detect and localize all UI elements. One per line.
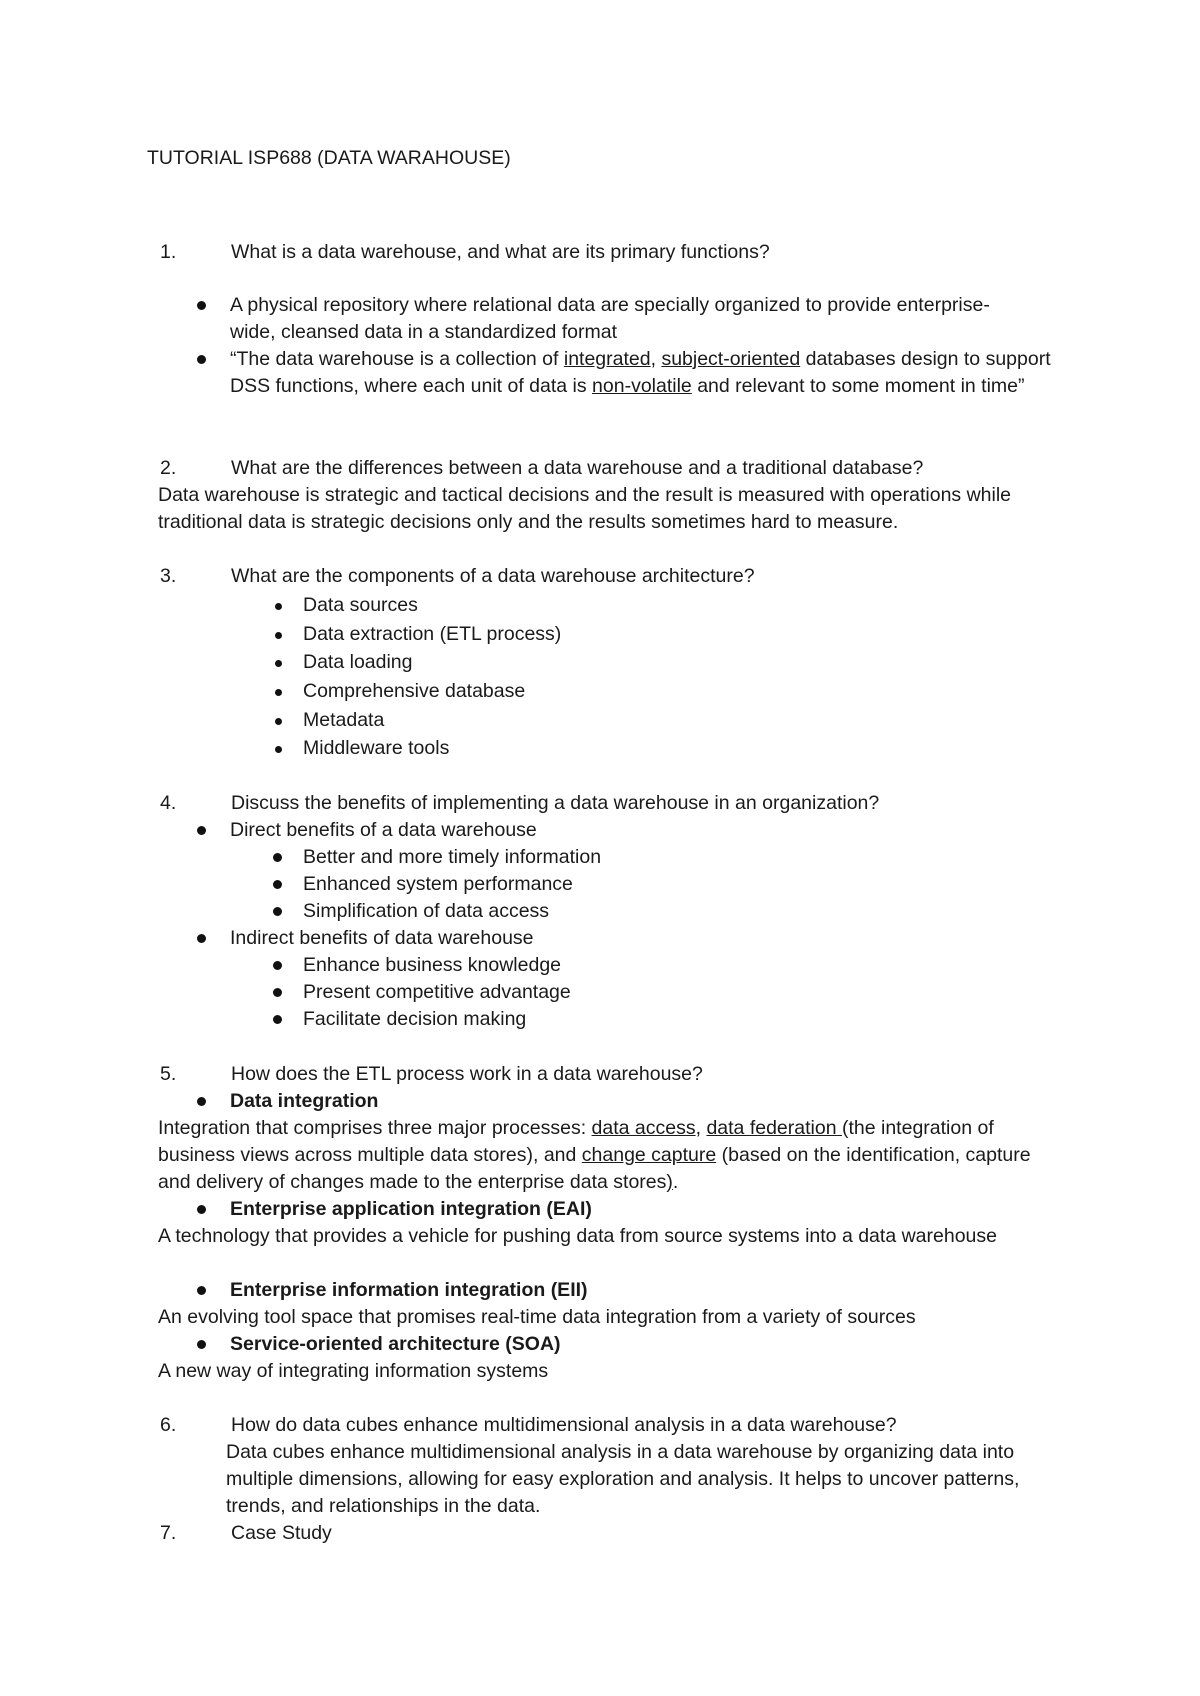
question-number: 5. xyxy=(160,1063,177,1085)
etl-heading-soa: Service-oriented architecture (SOA) xyxy=(230,1331,1060,1358)
question-number: 7. xyxy=(160,1522,177,1544)
etl-heading-eai: Enterprise application integration (EAI) xyxy=(230,1196,1060,1223)
question-text: Case Study xyxy=(231,1522,332,1544)
q6-answer: Data cubes enhance multidimensional analysis in a data warehouse by organizing data into multiple dimensions, allowing for easy exploration and analysis. It helps to uncover patterns, trends, and relationships in the data. xyxy=(226,1441,1020,1518)
etl-paragraph-eii: An evolving tool space that promises real-time data integration from a variety of sources xyxy=(158,1306,916,1328)
benefit-item: Present competitive advantage xyxy=(303,979,571,1006)
benefit-item: Simplification of data access xyxy=(303,898,549,925)
underlined-term: integrated xyxy=(563,348,651,370)
underlined-term: non-volatile xyxy=(592,375,692,398)
etl-heading-data-integration: Data integration xyxy=(230,1088,1060,1115)
component-item: Data sources xyxy=(303,592,418,619)
q2-answer: Data warehouse is strategic and tactical decisions and the result is measured with operations while traditional data is strategic decisions only and the results sometimes hard to measure. xyxy=(158,484,1012,534)
question-number: 3. xyxy=(160,565,177,587)
question-number: 4. xyxy=(160,792,177,814)
underlined-term: change capture xyxy=(581,1144,717,1167)
component-item: Data loading xyxy=(303,649,413,676)
component-item: Middleware tools xyxy=(303,735,449,762)
document-title: TUTORIAL ISP688 (DATA WARAHOUSE) xyxy=(147,147,511,169)
component-item: Metadata xyxy=(303,707,384,734)
benefit-item: Enhanced system performance xyxy=(303,871,573,898)
q1-bullet-2: “The data warehouse is a collection of integrated, subject-oriented databases design to support DSS functions, where each unit of data is non-volatile and relevant to some moment in time” xyxy=(230,346,1060,400)
question-text: What is a data warehouse, and what are its primary functions? xyxy=(231,241,770,263)
benefit-item: Enhance business knowledge xyxy=(303,952,561,979)
underlined-term: data federation xyxy=(706,1117,842,1139)
question-text: How do data cubes enhance multidimensional analysis in a data warehouse? xyxy=(231,1414,897,1436)
question-text: What are the components of a data warehouse architecture? xyxy=(231,565,755,587)
benefit-item: Facilitate decision making xyxy=(303,1006,526,1033)
question-text: Discuss the benefits of implementing a data warehouse in an organization? xyxy=(231,792,880,814)
question-text: How does the ETL process work in a data warehouse? xyxy=(231,1063,703,1085)
indirect-benefits-heading: Indirect benefits of data warehouse xyxy=(230,925,1060,952)
question-text: What are the differences between a data warehouse and a traditional database? xyxy=(231,457,924,479)
direct-benefits-heading: Direct benefits of a data warehouse xyxy=(230,817,1060,844)
question-number: 2. xyxy=(160,457,177,479)
question-number: 6. xyxy=(160,1414,177,1436)
etl-heading-eii: Enterprise information integration (EII) xyxy=(230,1277,1060,1304)
etl-paragraph-eai: A technology that provides a vehicle for pushing data from source systems into a data warehouse xyxy=(158,1225,997,1247)
underlined-term: data access xyxy=(591,1117,696,1139)
component-item: Data extraction (ETL process) xyxy=(303,621,561,648)
question-number: 1. xyxy=(160,241,177,263)
q1-bullet-1: A physical repository where relational data are specially organized to provide enterprise-wide, cleansed data in a standardized format xyxy=(230,292,1030,346)
etl-paragraph-soa: A new way of integrating information systems xyxy=(158,1360,549,1382)
component-item: Comprehensive database xyxy=(303,678,525,705)
underlined-term: subject-oriented xyxy=(661,348,801,370)
etl-paragraph-data-integration: Integration that comprises three major processes: data access, data federation (the integration of business views across multiple data stores), and change capture (based on the identification, capture and delivery of changes made to the enterprise data stores). xyxy=(158,1117,1031,1194)
benefit-item: Better and more timely information xyxy=(303,844,601,871)
